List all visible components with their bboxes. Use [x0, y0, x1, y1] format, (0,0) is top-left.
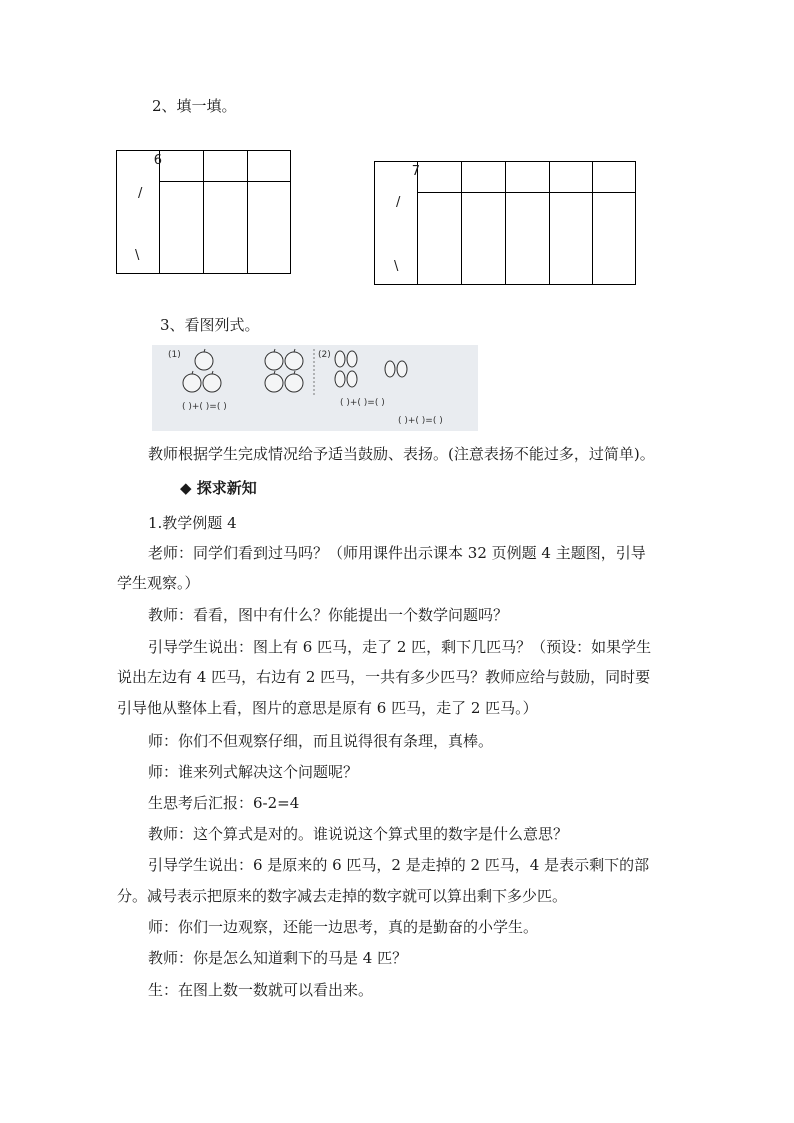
- apple-icon: [183, 371, 201, 392]
- paragraph: 师：你们一边观察，还能一边思考，真的是勤奋的小学生。: [148, 918, 539, 936]
- fill-table-right: [374, 161, 636, 285]
- blank-cell[interactable]: [418, 162, 462, 193]
- paragraph: 学生观察。）: [117, 574, 200, 592]
- pear-icon: [335, 371, 345, 387]
- blank-cell[interactable]: [204, 182, 248, 274]
- blank-cell[interactable]: [248, 151, 291, 182]
- blank-cell[interactable]: [418, 193, 462, 285]
- paragraph: 教师根据学生完成情况给予适当鼓励、表扬。(注意表扬不能过多，过简单)。: [148, 445, 655, 463]
- figure-label-1: (1): [168, 350, 181, 360]
- blank-cell[interactable]: [462, 193, 506, 285]
- paragraph: 分。减号表示把原来的数字减去走掉的数字就可以算出剩下多少匹。: [117, 887, 568, 905]
- paragraph: 生思考后汇报：6-2=4: [148, 794, 300, 812]
- paragraph: 引导学生说出：图上有 6 匹马，走了 2 匹，剩下几匹马？（预设：如果学生: [148, 638, 652, 656]
- equation-2b: ( )+( )=( ): [398, 416, 443, 426]
- paragraph: 1.教学例题 4: [148, 514, 237, 532]
- section-3-title: 3、看图列式。: [160, 316, 260, 334]
- paragraph: 师：谁来列式解决这个问题呢？: [148, 763, 359, 781]
- blank-cell[interactable]: [506, 193, 550, 285]
- blank-cell[interactable]: [550, 193, 593, 285]
- paragraph: 生：在图上数一数就可以看出来。: [148, 981, 374, 999]
- blank-cell[interactable]: [160, 182, 204, 274]
- fill-table-left: [116, 150, 291, 274]
- paragraph: 老师：同学们看到过马吗？（师用课件出示课本 32 页例题 4 主题图，引导: [148, 544, 646, 562]
- apple-icon: [195, 349, 213, 370]
- blank-cell[interactable]: [462, 162, 506, 193]
- blank-cell[interactable]: [160, 151, 204, 182]
- paragraph: 师：你们不但观察仔细，而且说得很有条理，真棒。: [148, 732, 494, 750]
- apple-icon: [285, 371, 303, 392]
- pear-icon: [397, 361, 407, 377]
- equation-1: ( )+( )=( ): [182, 402, 227, 412]
- paragraph: 引导他从整体上看，图片的意思是原有 6 匹马，走了 2 匹马。）: [117, 699, 538, 717]
- blank-cell[interactable]: [550, 162, 593, 193]
- section-heading: ◆ 探求新知: [180, 479, 257, 497]
- apple-pear-picture: [152, 345, 478, 431]
- apple-icon: [265, 349, 283, 370]
- pear-icon: [347, 371, 357, 387]
- section-2-title: 2、填一填。: [152, 97, 237, 115]
- paragraph: 引导学生说出：6 是原来的 6 匹马，2 是走掉的 2 匹马，4 是表示剩下的部: [148, 856, 650, 874]
- pear-icon: [335, 351, 345, 367]
- blank-cell[interactable]: [248, 182, 291, 274]
- equation-2a: ( )+( )=( ): [340, 398, 385, 408]
- backslash-mark: \: [135, 248, 140, 263]
- top-number: 7: [411, 164, 420, 179]
- apple-icon: [265, 371, 283, 392]
- paragraph: 教师：这个算式是对的。谁说说这个算式里的数字是什么意思？: [148, 825, 569, 843]
- pear-icon: [385, 361, 395, 377]
- apple-icon: [285, 349, 303, 370]
- split-cell: [375, 162, 418, 285]
- backslash-mark: \: [394, 259, 399, 274]
- split-cell: [117, 151, 160, 274]
- paragraph: 教师：看看，图中有什么？你能提出一个数学问题吗？: [148, 606, 509, 624]
- blank-cell[interactable]: [593, 162, 636, 193]
- blank-cell[interactable]: [204, 151, 248, 182]
- top-number: 6: [153, 153, 162, 168]
- paragraph: 说出左边有 4 匹马，右边有 2 匹马，一共有多少匹马？教师应给与鼓励，同时要: [117, 668, 651, 686]
- blank-cell[interactable]: [506, 162, 550, 193]
- slash-mark: /: [138, 186, 143, 201]
- paragraph: 教师：你是怎么知道剩下的马是 4 匹？: [148, 949, 408, 967]
- blank-cell[interactable]: [593, 193, 636, 285]
- slash-mark: /: [396, 195, 401, 210]
- figure-label-2: (2): [318, 350, 331, 360]
- apple-icon: [203, 371, 221, 392]
- pear-icon: [347, 351, 357, 367]
